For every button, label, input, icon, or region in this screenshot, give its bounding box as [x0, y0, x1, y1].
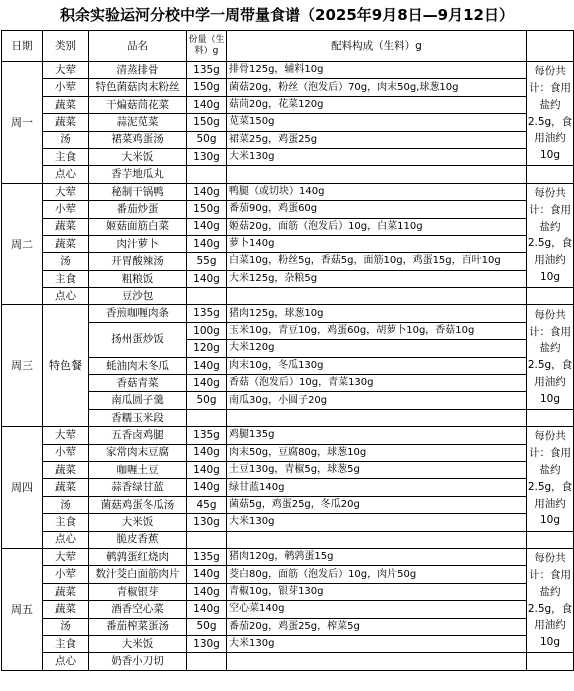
- qty-cell: [187, 288, 227, 305]
- ingredients-cell: 萝卜140g: [227, 235, 527, 252]
- qty-cell: 140g: [187, 566, 227, 583]
- qty-cell: 50g: [187, 618, 227, 635]
- dish-cell: 蒜泥苋菜: [89, 114, 187, 131]
- qty-cell: 55g: [187, 253, 227, 270]
- table-row: [2, 427, 574, 444]
- table-row: [2, 79, 574, 96]
- ingredients-cell: 番茄20g，鸡蛋25g，榨菜5g: [227, 618, 527, 635]
- dish-cell: 青椒银芽: [89, 583, 187, 600]
- ingredients-cell: 鸭腿（或切块）140g: [227, 183, 527, 200]
- category-cell: 小荤: [43, 444, 89, 461]
- note-cell: 每份共计：食用盐约2.5g，食用油约10g: [527, 548, 574, 652]
- dish-cell: 大米饭: [89, 148, 187, 165]
- ingredients-cell: 裙菜25g，鸡蛋25g: [227, 131, 527, 148]
- ingredients-cell: 绿甘蓝140g: [227, 479, 527, 496]
- category-cell: 汤: [43, 253, 89, 270]
- table-row: [2, 96, 574, 113]
- qty-cell: 140g: [187, 479, 227, 496]
- qty-cell: [187, 531, 227, 548]
- ingredients-cell: 南瓜30g，小圆子20g: [227, 392, 527, 409]
- dish-cell: 鹌鹑蛋红烧肉: [89, 548, 187, 565]
- table-row: [2, 253, 574, 270]
- category-cell: 汤: [43, 496, 89, 513]
- dish-cell: 香芋地瓜丸: [89, 166, 187, 183]
- category-cell: 蔬菜: [43, 583, 89, 600]
- header-qty: 份量（生料）g: [187, 31, 227, 62]
- header-ingredients: 配料构成（生料）g: [227, 31, 527, 62]
- ingredients-cell: [227, 653, 527, 670]
- note-empty-cell: [527, 166, 574, 183]
- category-cell: 蔬菜: [43, 461, 89, 478]
- day-cell: 周二: [2, 183, 43, 305]
- table-row: [2, 496, 574, 513]
- qty-cell: 140g: [187, 601, 227, 618]
- table-row: [2, 461, 574, 478]
- category-cell: 主食: [43, 514, 89, 531]
- ingredients-cell: 猪肉125g，球葱10g: [227, 305, 527, 322]
- qty-cell: 140g: [187, 375, 227, 392]
- category-cell: 蔬菜: [43, 96, 89, 113]
- dish-cell: 奶香小刀切: [89, 653, 187, 670]
- table-row: [2, 131, 574, 148]
- qty-cell: 140g: [187, 357, 227, 374]
- ingredients-cell: 大米130g: [227, 514, 527, 531]
- category-cell: 蔬菜: [43, 479, 89, 496]
- ingredients-cell: 空心菜140g: [227, 601, 527, 618]
- table-row: [2, 444, 574, 461]
- table-row: [2, 183, 574, 200]
- ingredients-cell: 大米125g，杂粮5g: [227, 270, 527, 287]
- qty-cell: 130g: [187, 148, 227, 165]
- qty-cell: 140g: [187, 183, 227, 200]
- dish-cell: 番茄炒蛋: [89, 201, 187, 218]
- qty-cell: 135g: [187, 305, 227, 322]
- note-empty-cell: [527, 288, 574, 305]
- table-row: [2, 635, 574, 652]
- dish-cell: 咖喱土豆: [89, 461, 187, 478]
- ingredients-cell: 苋菜150g: [227, 114, 527, 131]
- table-row: [2, 201, 574, 218]
- table-row: [2, 583, 574, 600]
- category-cell: 大荤: [43, 427, 89, 444]
- qty-cell: [187, 166, 227, 183]
- note-empty-cell: [527, 409, 574, 426]
- qty-cell: 130g: [187, 514, 227, 531]
- qty-cell: 50g: [187, 131, 227, 148]
- qty-cell: 140g: [187, 461, 227, 478]
- dish-cell: 大米饭: [89, 635, 187, 652]
- category-cell: 特色餐: [43, 305, 89, 427]
- ingredients-cell: 大米130g: [227, 635, 527, 652]
- dish-cell: 特色菌菇肉末粉丝: [89, 79, 187, 96]
- dish-cell: 番茄榨菜蛋汤: [89, 618, 187, 635]
- dish-cell: 家常肉末豆腐: [89, 444, 187, 461]
- qty-cell: 130g: [187, 635, 227, 652]
- qty-cell: 140g: [187, 96, 227, 113]
- category-cell: 点心: [43, 531, 89, 548]
- category-cell: 蔬菜: [43, 235, 89, 252]
- category-cell: 点心: [43, 653, 89, 670]
- table-row: [2, 618, 574, 635]
- table-row: [2, 479, 574, 496]
- dish-cell: 豆沙包: [89, 288, 187, 305]
- category-cell: 汤: [43, 131, 89, 148]
- table-row: [2, 114, 574, 131]
- dish-cell: 开胃酸辣汤: [89, 253, 187, 270]
- ingredients-cell: 香菇（泡发后）10g，青菜130g: [227, 375, 527, 392]
- category-cell: 大荤: [43, 183, 89, 200]
- table-row: [2, 305, 574, 322]
- ingredients-cell: 菌菇5g，鸡蛋25g，冬瓜20g: [227, 496, 527, 513]
- category-cell: 小荤: [43, 201, 89, 218]
- dish-cell: 五香卤鸡腿: [89, 427, 187, 444]
- dish-cell: 裙菜鸡蛋汤: [89, 131, 187, 148]
- ingredients-cell: 白菜10g，粉丝5g，香菇5g，面筋10g，鸡蛋15g，百叶10g: [227, 253, 527, 270]
- note-empty-cell: [527, 531, 574, 548]
- note-cell: 每份共计：食用盐约2.5g，食用油约10g: [527, 62, 574, 166]
- qty-cell: 140g: [187, 444, 227, 461]
- qty-cell: 140g: [187, 270, 227, 287]
- dish-cell: 秘制干锅鸭: [89, 183, 187, 200]
- category-cell: 汤: [43, 618, 89, 635]
- category-cell: 小荤: [43, 566, 89, 583]
- note-cell: 每份共计：食用盐约2.5g，食用油约10g: [527, 183, 574, 287]
- table-row: [2, 514, 574, 531]
- ingredients-cell: 玉米10g，青豆10g，鸡蛋60g，胡萝卜10g，香菇10g: [227, 322, 527, 339]
- category-cell: 主食: [43, 148, 89, 165]
- qty-cell: 150g: [187, 201, 227, 218]
- note-cell: 每份共计：食用盐约2.5g，食用油约10g: [527, 305, 574, 409]
- page-title: 积余实验运河分校中学一周带量食谱（2025年9月8日—9月12日）: [60, 6, 514, 24]
- category-cell: 主食: [43, 635, 89, 652]
- ingredients-cell: [227, 166, 527, 183]
- qty-cell: 135g: [187, 427, 227, 444]
- qty-cell: 135g: [187, 548, 227, 565]
- dish-cell: 蒜香绿甘蓝: [89, 479, 187, 496]
- table-row: [2, 566, 574, 583]
- ingredients-cell: 茭白80g，面筋（泡发后）10g，肉片50g: [227, 566, 527, 583]
- table-row: [2, 531, 574, 548]
- category-cell: 蔬菜: [43, 218, 89, 235]
- ingredients-cell: 肉末50g，豆腐80g，球葱10g: [227, 444, 527, 461]
- qty-cell: 140g: [187, 218, 227, 235]
- dish-cell: 粗粮饭: [89, 270, 187, 287]
- menu-body: [2, 62, 574, 671]
- qty-cell: 135g: [187, 62, 227, 79]
- qty-cell: [187, 409, 227, 426]
- dish-cell: 香糯玉米段: [89, 409, 187, 426]
- category-cell: 点心: [43, 288, 89, 305]
- qty-cell: 140g: [187, 583, 227, 600]
- ingredients-cell: 菌菇20g，粉丝（泡发后）70g，肉末50g,球葱10g: [227, 79, 527, 96]
- table-row: [2, 548, 574, 565]
- dish-cell: 姬菇面筋白菜: [89, 218, 187, 235]
- note-cell: 每份共计：食用盐约2.5g，食用油约10g: [527, 427, 574, 531]
- ingredients-cell: 大米120g: [227, 340, 527, 357]
- ingredients-cell: 青椒10g，银芽130g: [227, 583, 527, 600]
- dish-cell: 大米饭: [89, 514, 187, 531]
- ingredients-cell: 大米130g: [227, 148, 527, 165]
- ingredients-cell: [227, 409, 527, 426]
- header-day: 日期: [2, 31, 43, 62]
- ingredients-cell: 菇茼20g，花菜120g: [227, 96, 527, 113]
- qty-cell: 120g: [187, 340, 227, 357]
- day-cell: 周五: [2, 548, 43, 670]
- category-cell: 主食: [43, 270, 89, 287]
- qty-cell: 150g: [187, 79, 227, 96]
- dish-cell: 脆皮香蕉: [89, 531, 187, 548]
- dish-cell: 菌菇鸡蛋冬瓜汤: [89, 496, 187, 513]
- day-cell: 周四: [2, 427, 43, 549]
- day-cell: 周一: [2, 62, 43, 184]
- table-row: [2, 62, 574, 79]
- qty-cell: 50g: [187, 392, 227, 409]
- qty-cell: 150g: [187, 114, 227, 131]
- header-category: 类别: [43, 31, 89, 62]
- qty-cell: [187, 653, 227, 670]
- menu-table: [1, 30, 574, 671]
- dish-cell: 酒香空心菜: [89, 601, 187, 618]
- table-row: [2, 601, 574, 618]
- day-cell: 周三: [2, 305, 43, 427]
- qty-cell: 140g: [187, 235, 227, 252]
- dish-cell: 香菇青菜: [89, 375, 187, 392]
- table-row: [2, 235, 574, 252]
- category-cell: 大荤: [43, 62, 89, 79]
- table-row: [2, 148, 574, 165]
- category-cell: 蔬菜: [43, 601, 89, 618]
- note-empty-cell: [527, 653, 574, 670]
- dish-cell: 蚝油肉末冬瓜: [89, 357, 187, 374]
- dish-cell: 香煎咖喱肉条: [89, 305, 187, 322]
- table-row: [2, 288, 574, 305]
- table-row: [2, 218, 574, 235]
- table-row: [2, 653, 574, 670]
- table-row: [2, 166, 574, 183]
- dish-cell: 干煸菇茼花菜: [89, 96, 187, 113]
- table-row: [2, 270, 574, 287]
- ingredients-cell: [227, 531, 527, 548]
- qty-cell: 45g: [187, 496, 227, 513]
- ingredients-cell: 土豆130g，青椒5g，球葱5g: [227, 461, 527, 478]
- qty-cell: 100g: [187, 322, 227, 339]
- category-cell: 大荤: [43, 548, 89, 565]
- header-note: [527, 31, 574, 62]
- ingredients-cell: 番茄90g，鸡蛋60g: [227, 201, 527, 218]
- category-cell: 点心: [43, 166, 89, 183]
- header-row: [2, 31, 574, 62]
- category-cell: 蔬菜: [43, 114, 89, 131]
- header-dish: 品名: [89, 31, 187, 62]
- ingredients-cell: 肉末10g，冬瓜130g: [227, 357, 527, 374]
- dish-cell: 南瓜圆子羹: [89, 392, 187, 409]
- dish-cell: 扬州蛋炒饭: [89, 322, 187, 357]
- dish-cell: 清蒸排骨: [89, 62, 187, 79]
- ingredients-cell: 排骨125g，辅料10g: [227, 62, 527, 79]
- dish-cell: 数汁茭白面筋肉片: [89, 566, 187, 583]
- ingredients-cell: 猪肉120g，鹌鹑蛋15g: [227, 548, 527, 565]
- ingredients-cell: 姬菇20g，面筋（泡发后）10g，白菜110g: [227, 218, 527, 235]
- ingredients-cell: 鸡腿135g: [227, 427, 527, 444]
- category-cell: 小荤: [43, 79, 89, 96]
- dish-cell: 肉汁萝卜: [89, 235, 187, 252]
- ingredients-cell: [227, 288, 527, 305]
